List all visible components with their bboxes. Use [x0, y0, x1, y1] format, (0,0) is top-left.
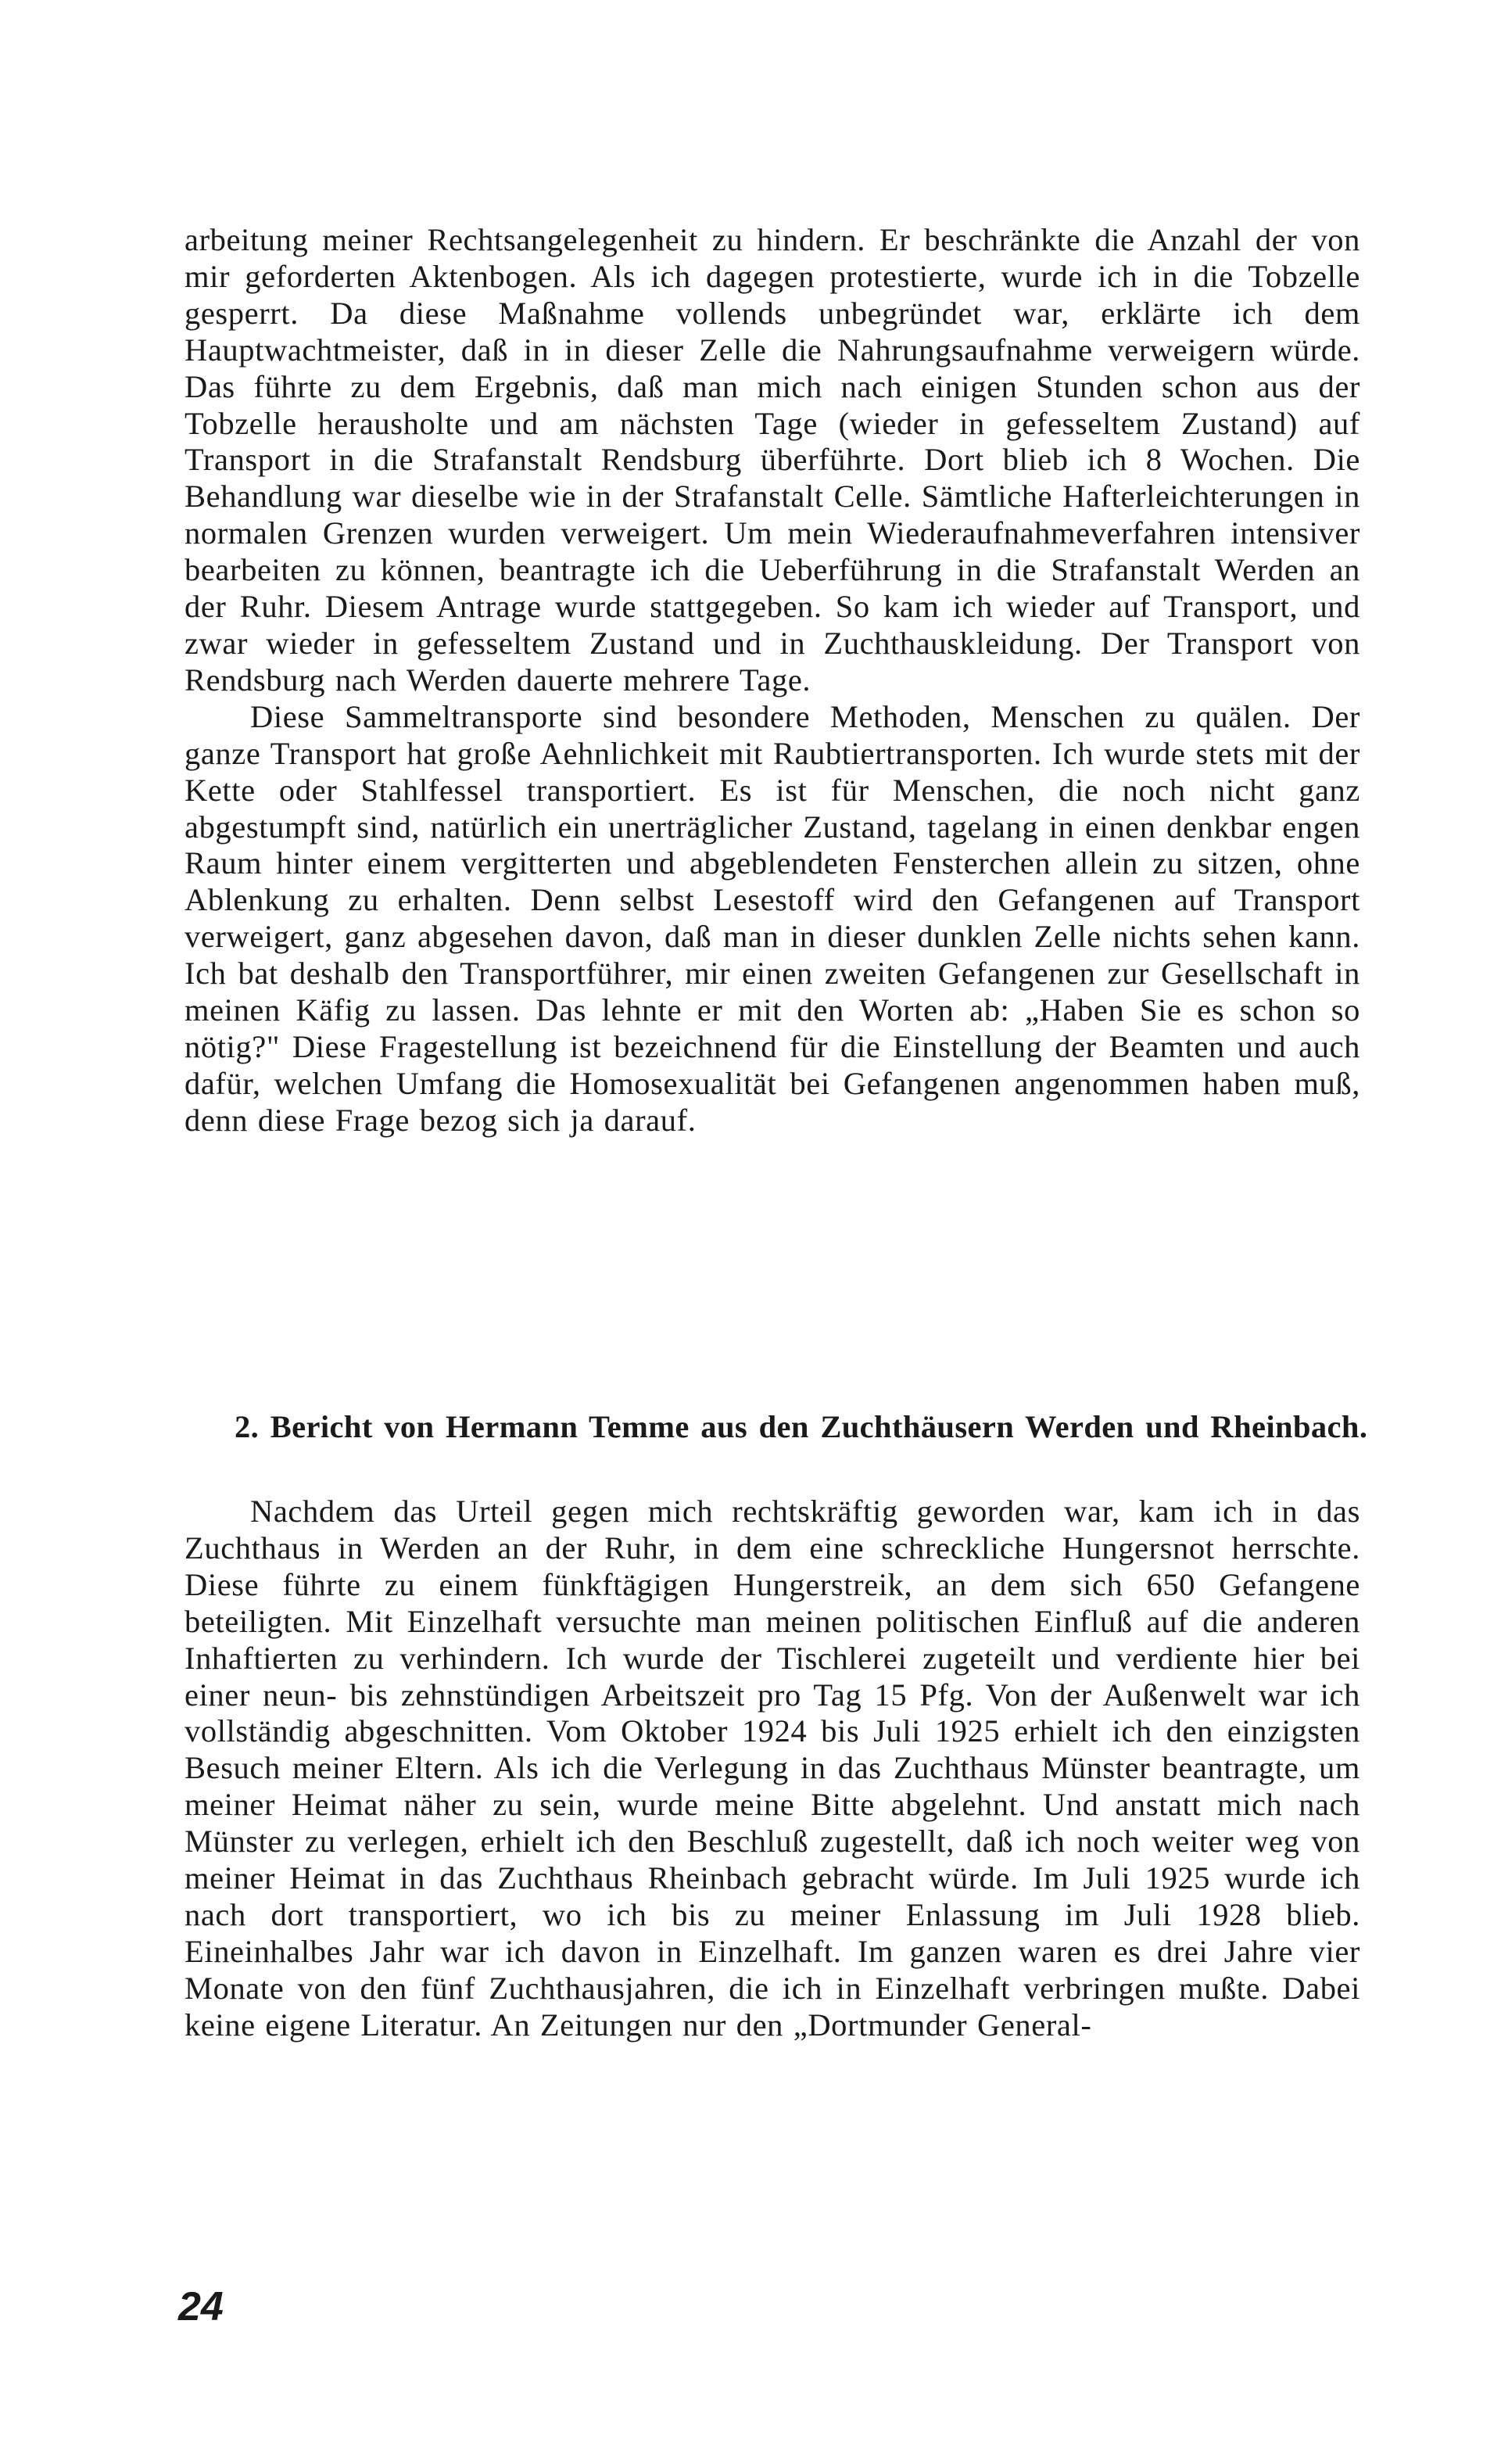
paragraph-continuation: arbeitung meiner Rechtsangelegenheit zu hindern. Er beschränkte die Anzahl der von mir geforderten Aktenbogen. Als ich dagegen protestierte, wurde ich in die Tobzelle gesperrt. Da diese Maßnahme vollends unbegründet war, erklärte ich dem Hauptwachtmeister, daß in in dieser Zelle die Nahrungsaufnahme verweigern würde. Das führte zu dem Ergebnis, daß man mich nach einigen Stunden schon aus der Tobzelle herausholte und am nächsten Tage (wieder in gefesseltem Zustand) auf Transport in die Strafanstalt Rendsburg überführte. Dort blieb ich 8 Wochen. Die Behandlung war dieselbe wie in der Strafanstalt Celle. Sämtliche Hafterleichterungen in normalen Grenzen wurden verweigert. Um mein Wiederaufnahmeverfahren intensiver bearbeiten zu können, beantragte ich die Ueberführung in die Strafanstalt Werden an der Ruhr. Diesem Antrage wurde stattgegeben. So kam ich wieder auf Transport, und zwar wieder in gefesseltem Zustand und in Zuchthauskleidung. Der Transport von Rendsburg nach Werden dauerte mehrere Tage.: [184, 222, 1360, 698]
paragraph-transports: Diese Sammeltransporte sind besondere Methoden, Menschen zu quälen. Der ganze Transport hat große Aehnlichkeit mit Raubtiertransporten. Ich wurde stets mit der Kette oder Stahlfessel transportiert. Es ist für Menschen, die noch nicht ganz abgestumpft sind, natürlich ein unerträglicher Zustand, tagelang in einen denkbar engen Raum hinter einem vergitterten und abgeblendeten Fensterchen allein zu sitzen, ohne Ablenkung zu erhalten. Denn selbst Lesestoff wird den Gefangenen auf Transport verweigert, ganz abgesehen davon, daß man in dieser dunklen Zelle nichts sehen kann. Ich bat deshalb den Transportführer, mir einen zweiten Gefangenen zur Gesellschaft in meinen Käfig zu lassen. Das lehnte er mit den Worten ab: „Haben Sie es schon so nötig?" Diese Fragestellung ist bezeichnend für die Einstellung der Beamten und auch dafür, welchen Umfang die Homosexualität bei Gefangenen angenommen haben muß, denn diese Frage bezog sich ja darauf.: [184, 698, 1360, 1138]
section-heading: 2. Bericht von Hermann Temme aus den Zuchthäusern Werden und Rheinbach.: [235, 1409, 1368, 1444]
text-section-bottom: [184, 1494, 1360, 2044]
page-number: 24: [178, 2284, 224, 2330]
text-section-top: [184, 222, 1360, 1139]
paragraph-report-temme: Nachdem das Urteil gegen mich rechtskräftig geworden war, kam ich in das Zuchthaus in Werden an der Ruhr, in dem eine schreckliche Hungersnot herrschte. Diese führte zu einem fünkftägigen Hungerstreik, an dem sich 650 Gefangene beteiligten. Mit Einzelhaft versuchte man meinen politischen Einfluß auf die anderen Inhaftierten zu verhindern. Ich wurde der Tischlerei zugeteilt und verdiente hier bei einer neun- bis zehnstündigen Arbeitszeit pro Tag 15 Pfg. Von der Außenwelt war ich vollständig abgeschnitten. Vom Oktober 1924 bis Juli 1925 erhielt ich den einzigsten Besuch meiner Eltern. Als ich die Verlegung in das Zuchthaus Münster beantragte, um meiner Heimat näher zu sein, wurde meine Bitte abgelehnt. Und anstatt mich nach Münster zu verlegen, erhielt ich den Beschluß zugestellt, daß ich noch weiter weg von meiner Heimat in das Zuchthaus Rheinbach gebracht würde. Im Juli 1925 wurde ich nach dort transportiert, wo ich bis zu meiner Enlassung im Juli 1928 blieb. Eineinhalbes Jahr war ich davon in Einzelhaft. Im ganzen waren es drei Jahre vier Monate von den fünf Zuchthausjahren, die ich in Einzelhaft verbringen mußte. Dabei keine eigene Literatur. An Zeitungen nur den „Dortmunder General-: [184, 1494, 1360, 2043]
